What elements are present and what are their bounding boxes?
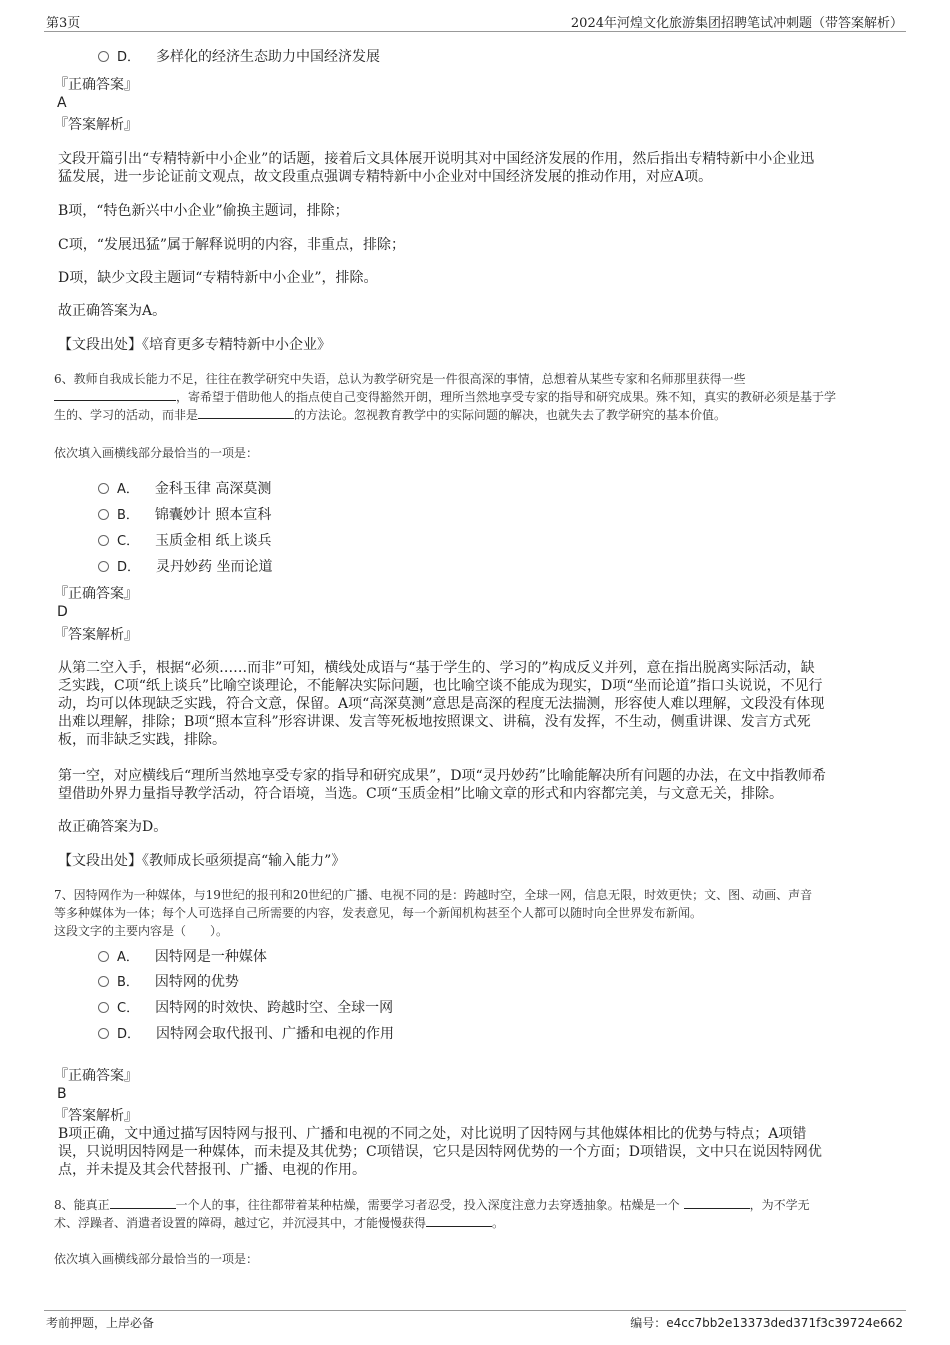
option-letter: D． xyxy=(117,50,141,65)
page-number: 第3页 xyxy=(46,16,81,31)
q5-conclusion: 故正确答案为A。 xyxy=(58,303,167,319)
q8-prompt: 依次填入画横线部分最恰当的一项是： xyxy=(54,1252,259,1266)
q5-option-d[interactable] xyxy=(98,48,380,67)
blank-line xyxy=(198,406,294,419)
q7-option-d[interactable]: D． 因特网会取代报刊、广播和电视的作用 xyxy=(98,1025,394,1044)
q5-analysis-d: D项，缺少文段主题词“专精特新中小企业”，排除。 xyxy=(58,270,378,286)
q6-source: 【文段出处】《教师成长亟须提高“输入能力”》 xyxy=(58,853,346,869)
q6-analysis-para1: 从第二空入手，根据“必须……而非”可知，横线处成语与“基于学生的、学习的”构成反义并列，意在指出脱离实际活动，缺 乏实践，C项“纸上谈兵”比喻空谈理论，不能解决实际问题，也比喻空谈不能成为现实，D项“坐而论道”指口头说说，不见行 动，均可以体现缺乏实践，符合文意，保留。A项“高深莫测”意思是高深的程度无法揣测，形容使人难以理解，文段没有体现 出难以理解，排除；B项“照本宣科”形容讲课、发言等死板地按照课文、讲稿，没有发挥，不生动，侧重讲课、发言方式死 板，而非缺乏实践，排除。 xyxy=(58,660,825,748)
option-text: 多样化的经济生态助力中国经济发展 xyxy=(156,49,381,65)
q7-answer: B xyxy=(57,1086,67,1102)
radio-icon[interactable] xyxy=(98,51,109,62)
q6-answer: D xyxy=(57,604,68,620)
radio-icon[interactable] xyxy=(98,976,109,987)
q7-option-a[interactable]: A． 因特网是一种媒体 xyxy=(98,948,267,967)
q6-option-a[interactable]: A． 金科玉律 高深莫测 xyxy=(98,480,271,499)
q5-answer: A xyxy=(57,95,67,111)
q7-correct-label: 『正确答案』 xyxy=(54,1068,138,1084)
q6-stem: 6、教师自我成长能力不足，往往在教学研究中失语，总认为教学研究是一件很高深的事情，总想着从某些专家和名师那里获得一些 ，寄希望于借助他人的指点使自己变得豁然开朗，理所当然地享受专家的指导和研究成果。殊不知，真实的教研必须是基于学 生的、学习的活动，而非是 的方法论。忽视教育教学中的实际问题的解决，也就失去了教学研究的基本价值。 xyxy=(54,372,837,422)
document-title: 2024年河煌文化旅游集团招聘笔试冲刺题（带答案解析） xyxy=(570,16,903,31)
q6-prompt: 依次填入画横线部分最恰当的一项是： xyxy=(54,446,259,460)
q5-correct-label: 『正确答案』 xyxy=(54,77,138,93)
q6-correct-label: 『正确答案』 xyxy=(54,586,138,602)
header-divider xyxy=(44,31,906,32)
q5-source: 【文段出处】《培育更多专精特新中小企业》 xyxy=(58,337,331,353)
q6-conclusion: 故正确答案为D。 xyxy=(58,819,168,835)
q5-analysis-b: B项，“特色新兴中小企业”偷换主题词，排除； xyxy=(58,203,349,219)
q7-analysis-label: 『答案解析』 xyxy=(54,1108,138,1124)
q7-option-c[interactable]: C． 因特网的时效快、跨越时空、全球一网 xyxy=(98,999,393,1018)
radio-icon[interactable] xyxy=(98,509,109,520)
radio-icon[interactable] xyxy=(98,483,109,494)
blank-line xyxy=(426,1214,492,1227)
radio-icon[interactable] xyxy=(98,1002,109,1013)
q6-option-d[interactable]: D． 灵丹妙药 坐而论道 xyxy=(98,558,272,577)
blank-line xyxy=(110,1196,176,1209)
q7-option-b[interactable]: B． 因特网的优势 xyxy=(98,973,239,992)
q6-analysis-para2: 第一空，对应横线后“理所当然地享受专家的指导和研究成果”，D项“灵丹妙药”比喻能解决所有问题的办法，在文中指教师希 望借助外界力量指导教学活动，符合语境，当选。C项“玉质金相”比喻文章的形式和内容都完美，与文意无关，排除。 xyxy=(58,768,826,802)
q5-analysis-c: C项，“发展迅猛”属于解释说明的内容，非重点，排除； xyxy=(58,237,406,253)
q5-analysis-label: 『答案解析』 xyxy=(54,117,138,133)
radio-icon[interactable] xyxy=(98,535,109,546)
document-code: 编号：e4cc7bb2e13373ded371f3c39724e662 xyxy=(630,1316,903,1330)
q6-option-c[interactable]: C． 玉质金相 纸上谈兵 xyxy=(98,532,272,551)
page-header xyxy=(0,0,950,30)
footer-slogan: 考前押题，上岸必备 xyxy=(46,1316,155,1330)
page-footer xyxy=(0,1300,950,1345)
radio-icon[interactable] xyxy=(98,561,109,572)
q6-option-b[interactable]: B． 锦囊妙计 照本宣科 xyxy=(98,506,271,525)
radio-icon[interactable] xyxy=(98,1028,109,1039)
blank-line xyxy=(684,1196,750,1209)
blank-line xyxy=(54,388,176,401)
q8-stem: 8、能真正 一个人的事，往往都带着某种枯燥，需要学习者忍受，投入深度注意力去穿透抽象。枯燥是一个 ，为不学无 术、浮躁者、消遣者设置的障碍，越过它，并沉浸其中，才能慢慢获得 。 xyxy=(54,1198,810,1230)
q7-analysis-para: B项正确，文中通过描写因特网与报刊、广播和电视的不同之处，对比说明了因特网与其他媒体相比的优势与特点；A项错 误，只说明因特网是一种媒体，而未提及其优势；C项错误，它只是因特网优势的一个方面；D项错误，文中只在说因特网优 点，并未提及其会代替报刊、广播、电视的作用。 xyxy=(58,1126,822,1178)
q6-analysis-label: 『答案解析』 xyxy=(54,627,138,643)
footer-divider xyxy=(44,1310,906,1311)
q7-stem: 7、因特网作为一种媒体，与19世纪的报刊和20世纪的广播、电视不同的是：跨越时空，全球一网，信息无限，时效更快；文、图、动画、声音 等多种媒体为一体；每个人可选择自己所需要的内容，发表意见，每一个新闻机构甚至个人都可以随时向全世界发布新闻。 这段文字的主要内容是（ ）。 xyxy=(54,888,813,938)
q5-analysis-para1: 文段开篇引出“专精特新中小企业”的话题，接着后文具体展开说明其对中国经济发展的作用，然后指出专精特新中小企业迅 猛发展，进一步论证前文观点，故文段重点强调专精特新中小企业对中国经济发展的推动作用，对应A项。 xyxy=(58,151,815,185)
radio-icon[interactable] xyxy=(98,951,109,962)
